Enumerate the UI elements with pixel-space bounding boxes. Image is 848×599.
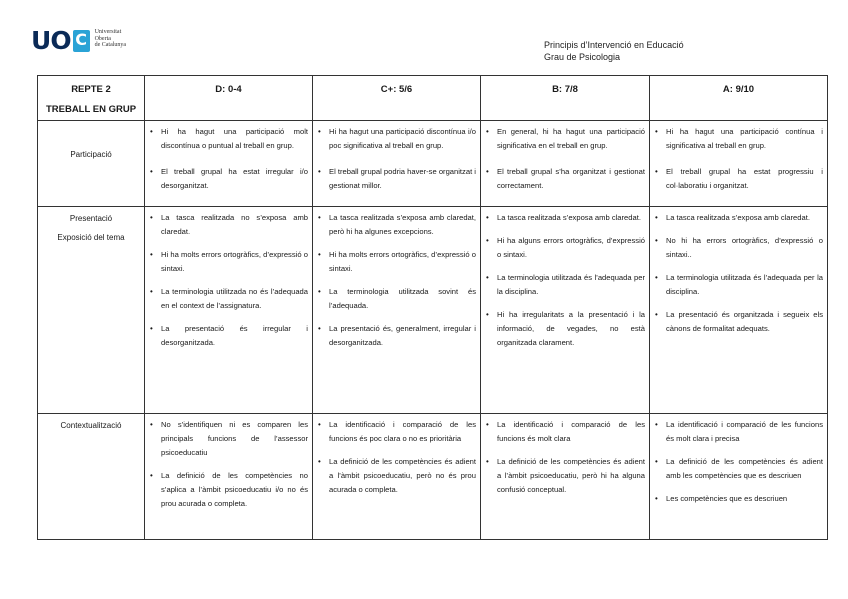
descriptor-item: • No s’identifiquen ni es comparen les principals funcions de l’assessor psicoeducatiu: [161, 418, 308, 460]
descriptor-item: • Hi ha alguns errors ortogràfics, d’expressió o sintaxi.: [497, 234, 645, 262]
descriptor-item: • Hi ha hagut una participació contínua i significativa al treball en grup.: [666, 125, 823, 153]
challenge-subtitle: TREBALL EN GRUP: [45, 104, 137, 115]
logo-line: de Catalunya: [94, 42, 127, 49]
criterion-label-cell: [38, 207, 145, 414]
descriptor-list: [481, 414, 649, 497]
descriptor-item: • No hi ha errors ortogràfics, d’expressió o sintaxi..: [666, 234, 823, 262]
descriptor-item: • La definició de les competències és adient a l’àmbit psicoeducatiu, però no és prou acurada o completa.: [329, 455, 476, 497]
logo-letter-u: U: [31, 26, 51, 55]
criterion-descriptor-cell: [145, 414, 313, 540]
descriptor-item: • La terminologia utilitzada no és l’adequada en el context de l’assignatura.: [161, 285, 308, 313]
descriptor-list: [313, 414, 480, 497]
grade-label: B: 7/8: [552, 84, 578, 95]
descriptor-item: • La terminologia utilitzada és l’adequada per la disciplina.: [497, 271, 645, 299]
descriptor-list: [313, 207, 480, 350]
descriptor-item: • La definició de les competències és adient amb les competències que es descriuen: [666, 455, 823, 483]
rubric-row: [38, 121, 828, 207]
descriptor-list: [145, 121, 312, 193]
descriptor-item: • Hi ha irregularitats a la presentació i la informació, de vegades, no està organitzada clarament.: [497, 308, 645, 350]
grade-label: A: 9/10: [722, 84, 755, 95]
criterion-descriptor-cell: [481, 414, 650, 540]
descriptor-list: [650, 207, 827, 336]
descriptor-item: • Hi ha hagut una participació discontínua i/o poc significativa al treball en grup.: [329, 125, 476, 153]
criterion-descriptor-cell: [313, 414, 481, 540]
grade-label: C+: 5/6: [380, 84, 413, 95]
rubric-row: [38, 414, 828, 540]
criterion-descriptor-cell: [313, 207, 481, 414]
uoc-logo-mark: [31, 26, 90, 55]
descriptor-item: • La tasca realitzada s’exposa amb claredat.: [666, 211, 823, 225]
degree-title: Grau de Psicologia: [544, 52, 621, 62]
criterion-label: Exposició del tema: [57, 233, 125, 242]
descriptor-list: [481, 121, 649, 193]
descriptor-item: • En general, hi ha hagut una participació significativa en el treball en grup.: [497, 125, 645, 153]
criterion-label-cell: [38, 414, 145, 540]
challenge-title: REPTE 2: [71, 84, 111, 95]
criterion-descriptor-cell: [650, 121, 828, 207]
descriptor-item: • El treball grupal ha estat progressiu i col·laboratiu i organitzat.: [666, 165, 823, 193]
criterion-label: Participació: [70, 150, 112, 159]
descriptor-item: • La terminologia utilitzada sovint és l’adequada.: [329, 285, 476, 313]
rubric-row: [38, 207, 828, 414]
criterion-label: Presentació: [69, 214, 113, 223]
descriptor-item: • Hi ha molts errors ortogràfics, d’expressió o sintaxi.: [329, 248, 476, 276]
criterion-descriptor-cell: [481, 121, 650, 207]
grade-column-header: [313, 76, 481, 121]
criterion-descriptor-cell: [145, 207, 313, 414]
descriptor-item: • La identificació i comparació de les funcions és poc clara o no es prioritària: [329, 418, 476, 446]
descriptor-item: • La identificació i comparació de les funcions és molt clara: [497, 418, 645, 446]
descriptor-item: • La presentació és, generalment, irregular i desorganitzada.: [329, 322, 476, 350]
descriptor-item: • Les competències que es descriuen: [666, 492, 823, 506]
descriptor-list: [313, 121, 480, 193]
descriptor-list: [650, 414, 827, 506]
rubric-body: [38, 121, 828, 540]
criterion-descriptor-cell: [313, 121, 481, 207]
descriptor-list: [145, 414, 312, 511]
descriptor-item: • La identificació i comparació de les funcions és molt clara i precisa: [666, 418, 823, 446]
logo-letter-o: O: [50, 26, 71, 55]
criterion-label-cell: [38, 121, 145, 207]
logo-letter-c: C: [73, 30, 90, 52]
descriptor-item: • El treball grupal s’ha organitzat i gestionat correctament.: [497, 165, 645, 193]
logo-line: Oberta: [94, 35, 111, 42]
rubric-table: [37, 75, 828, 540]
criterion-descriptor-cell: [650, 207, 828, 414]
descriptor-item: • Hi ha molts errors ortogràfics, d’expressió o sintaxi.: [161, 248, 308, 276]
criterion-descriptor-cell: [650, 414, 828, 540]
course-title: Principis d’Intervenció en Educació: [544, 40, 684, 50]
grade-column-header: [481, 76, 650, 121]
descriptor-item: • La tasca realitzada s’exposa amb claredat, però hi ha algunes excepcions.: [329, 211, 476, 239]
descriptor-list: [650, 121, 827, 193]
descriptor-item: • La tasca realitzada no s’exposa amb claredat.: [161, 211, 308, 239]
descriptor-item: • La presentació és irregular i desorganitzada.: [161, 322, 308, 350]
criterion-descriptor-cell: [145, 121, 313, 207]
descriptor-item: • La definició de les competències és adient a l’àmbit psicoeducatiu, però hi ha alguna confusió conceptual.: [497, 455, 645, 497]
descriptor-item: • El treball grupal podria haver-se organitzat i gestionat millor.: [329, 165, 476, 193]
descriptor-item: • El treball grupal ha estat irregular i/o desorganitzat.: [161, 165, 308, 193]
rubric-corner-cell: [38, 76, 145, 121]
descriptor-item: • Hi ha hagut una participació molt discontínua o puntual al treball en grup.: [161, 125, 308, 153]
grade-column-header: [650, 76, 828, 121]
rubric-header-row: [38, 76, 828, 121]
logo-university-name: [95, 29, 127, 49]
descriptor-item: • La tasca realitzada s’exposa amb claredat.: [497, 211, 645, 225]
grade-label: D: 0-4: [215, 84, 242, 95]
document-header: [544, 39, 684, 63]
descriptor-list: [145, 207, 312, 350]
uoc-logo: [31, 26, 127, 55]
grade-column-header: [145, 76, 313, 121]
criterion-descriptor-cell: [481, 207, 650, 414]
criterion-label: Contextualització: [60, 421, 122, 430]
descriptor-item: • La definició de les competències no s’aplica a l’àmbit psicoeducatiu i/o no és prou acurada o completa.: [161, 469, 308, 511]
logo-line: Universitat: [94, 29, 122, 36]
descriptor-item: • La presentació és organitzada i segueix els cànons de formalitat adequats.: [666, 308, 823, 336]
descriptor-list: [481, 207, 649, 350]
descriptor-item: • La terminologia utilitzada és l’adequada per la disciplina.: [666, 271, 823, 299]
